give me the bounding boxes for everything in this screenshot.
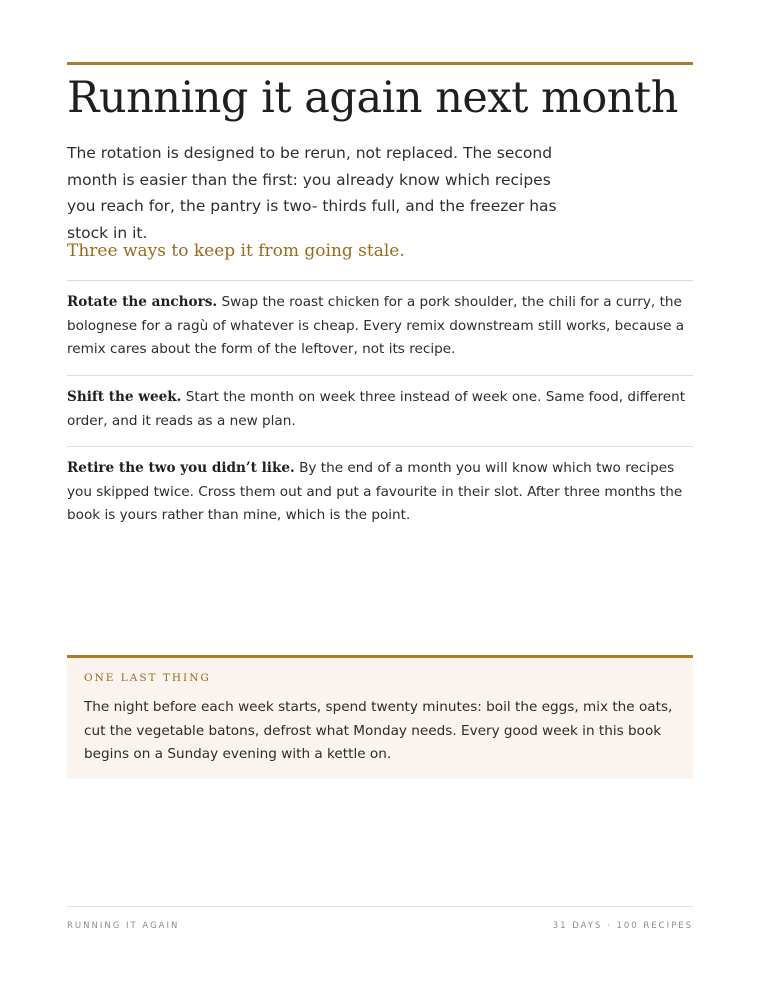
footer-section-name: RUNNING IT AGAIN — [67, 921, 180, 931]
tip-body: By the end of a month you will know which two recipes you skipped twice. Cross them out and put a favourite in their slot. After three months the book is yours rather than mine, which is the point. — [67, 460, 683, 523]
page-title: Running it again next month — [67, 73, 678, 123]
tip-body: Start the month on week three instead of week one. Same food, different order, and it reads as a new plan. — [67, 389, 686, 429]
tip-body: Swap the roast chicken for a pork shoulder, the chili for a curry, the bolognese for a ragù of whatever is cheap. Every remix downstream still works, because a remix cares about the form of the leftover, not its recipe. — [67, 294, 685, 357]
tip-divider — [67, 446, 693, 447]
callout-box — [67, 655, 693, 779]
footer-book-info: 31 DAYS · 100 RECIPES — [552, 921, 693, 931]
tip-retire-two — [67, 457, 693, 528]
tip-heading: Rotate the anchors. — [67, 294, 218, 310]
top-rule — [67, 62, 693, 65]
page — [67, 0, 693, 984]
tip-shift-week — [67, 386, 693, 433]
tip-heading: Shift the week. — [67, 389, 182, 405]
subhead-divider — [67, 280, 693, 281]
tip-heading: Retire the two you didn’t like. — [67, 460, 295, 476]
callout-label: ONE LAST THING — [84, 672, 211, 684]
footer-divider — [67, 906, 693, 907]
tip-divider — [67, 375, 693, 376]
callout-body: The night before each week starts, spend twenty minutes: boil the eggs, mix the oats, cut the vegetable batons, defrost what Monday needs. Every good week in this book begins on a Sunday evening with a kettle on. — [84, 699, 673, 762]
tip-rotate-anchors — [67, 291, 693, 362]
section-subhead: Three ways to keep it from going stale. — [67, 241, 405, 261]
intro-paragraph: The rotation is designed to be rerun, not replaced. The second month is easier than the first: you already know which recipes you reach for, the pantry is two- thirds full, and the freezer has stock in it. — [67, 144, 557, 242]
